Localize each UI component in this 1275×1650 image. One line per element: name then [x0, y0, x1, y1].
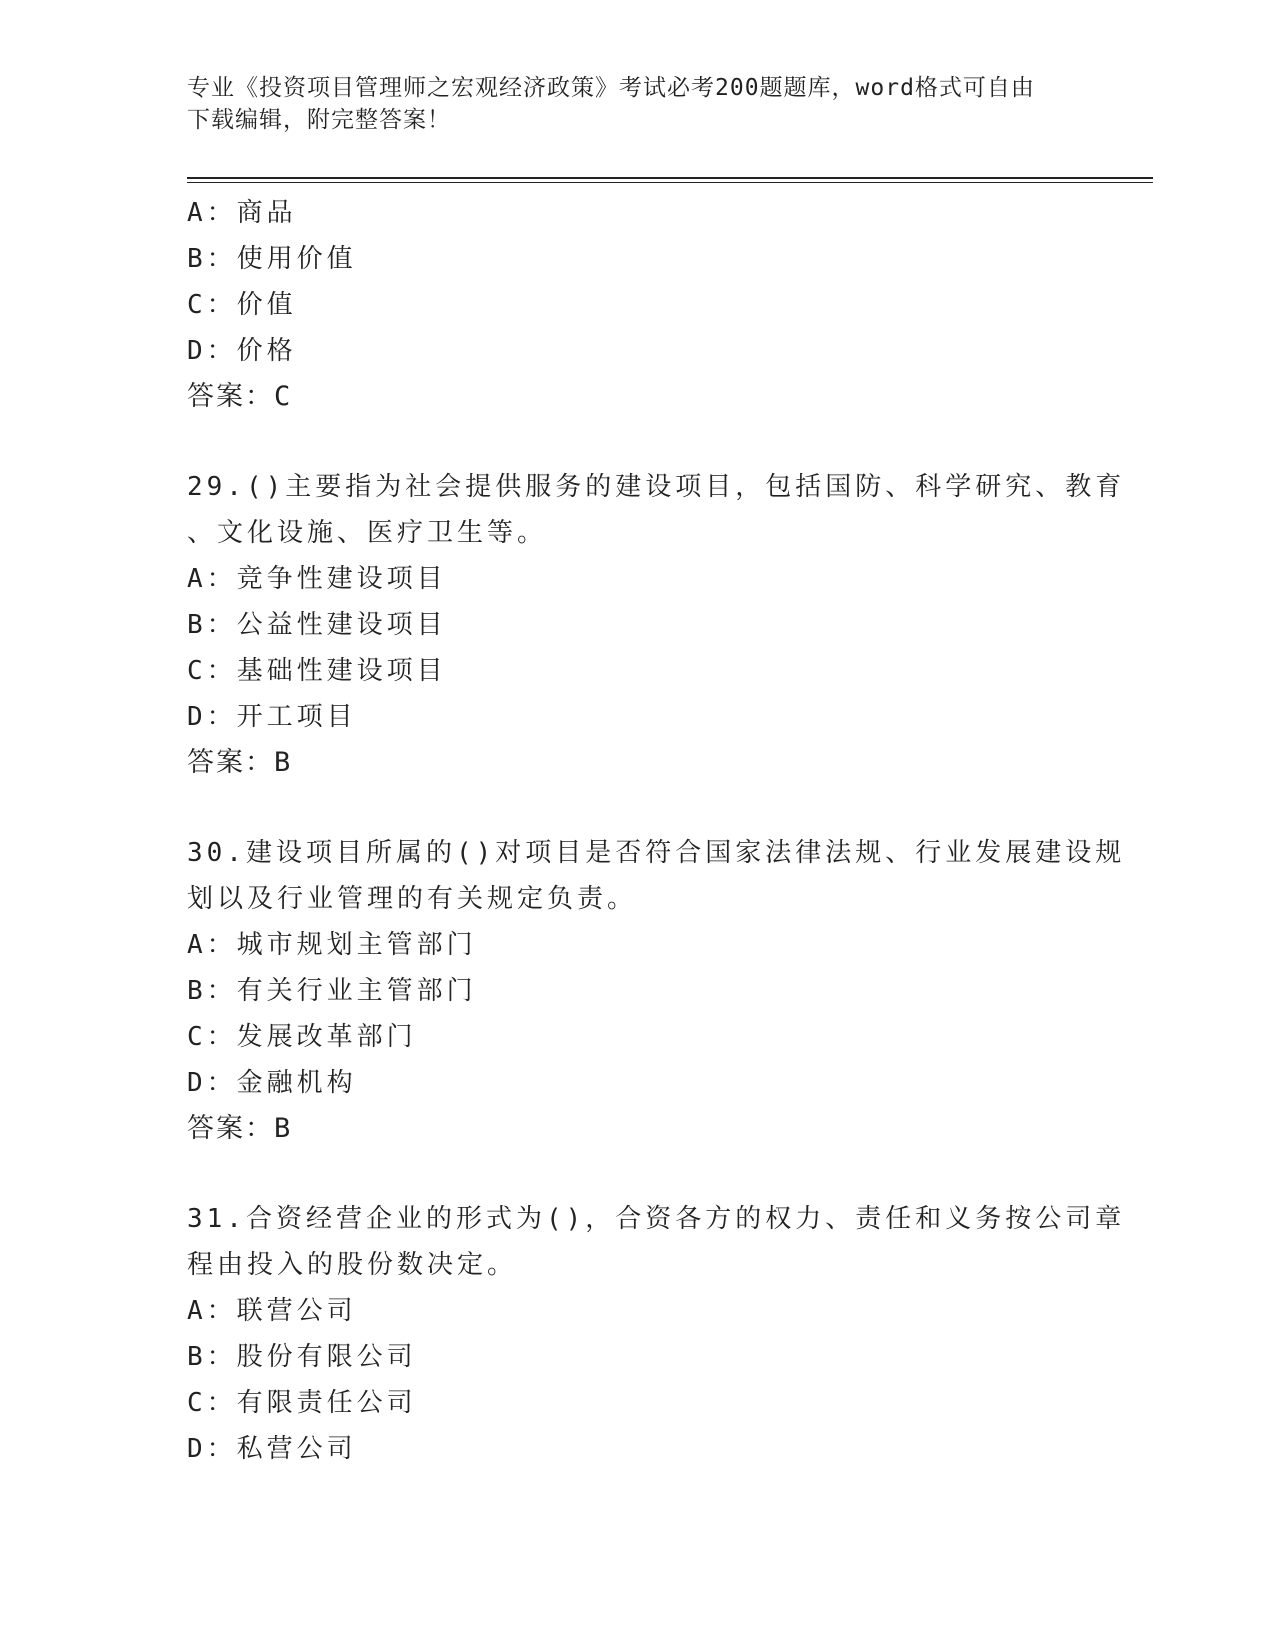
- option-c: C：有限责任公司: [187, 1388, 417, 1418]
- option-d: D：私营公司: [187, 1434, 357, 1464]
- page-header: [187, 72, 1067, 136]
- question-text-line-2: 程由投入的股份数决定。: [187, 1250, 518, 1280]
- option-b: B：公益性建设项目: [187, 610, 447, 640]
- header-line-1: 专业《投资项目管理师之宏观经济政策》考试必考200题题库，word格式可自由: [187, 75, 1035, 101]
- question-text: [187, 830, 1126, 922]
- option-c: C：基础性建设项目: [187, 656, 447, 686]
- question-text-line-2: 、文化设施、医疗卫生等。: [187, 518, 548, 548]
- answer: 答案：B: [187, 1113, 293, 1144]
- question-30: [187, 830, 1126, 1152]
- option-a: A：商品: [187, 198, 297, 228]
- question-text: [187, 1196, 1126, 1288]
- question-28: [187, 190, 1087, 420]
- question-31: [187, 1196, 1126, 1472]
- option-c: C：价值: [187, 290, 297, 320]
- option-a: A：城市规划主管部门: [187, 930, 477, 960]
- question-text: [187, 464, 1126, 556]
- option-a: A：竞争性建设项目: [187, 564, 447, 594]
- question-text-line-2: 划以及行业管理的有关规定负责。: [187, 884, 638, 914]
- question-29: [187, 464, 1126, 786]
- option-d: D：价格: [187, 336, 297, 366]
- option-b: B：有关行业主管部门: [187, 976, 477, 1006]
- header-line-2: 下载编辑，附完整答案！: [187, 107, 451, 133]
- option-b: B：股份有限公司: [187, 1342, 417, 1372]
- option-d: D：金融机构: [187, 1068, 357, 1098]
- header-rule-thick: [187, 177, 1153, 179]
- option-d: D：开工项目: [187, 702, 357, 732]
- answer: 答案：C: [187, 381, 293, 412]
- header-rule-thin: [187, 182, 1153, 183]
- question-text-line-1: 31.合资经营企业的形式为()，合资各方的权力、责任和义务按公司章: [187, 1204, 1126, 1234]
- question-text-line-1: 30.建设项目所属的()对项目是否符合国家法律法规、行业发展建设规: [187, 838, 1126, 868]
- question-list: [187, 190, 1126, 1472]
- question-text-line-1: 29.()主要指为社会提供服务的建设项目，包括国防、科学研究、教育: [187, 472, 1126, 502]
- option-b: B：使用价值: [187, 244, 357, 274]
- option-a: A：联营公司: [187, 1296, 357, 1326]
- option-c: C：发展改革部门: [187, 1022, 417, 1052]
- answer: 答案：B: [187, 747, 293, 778]
